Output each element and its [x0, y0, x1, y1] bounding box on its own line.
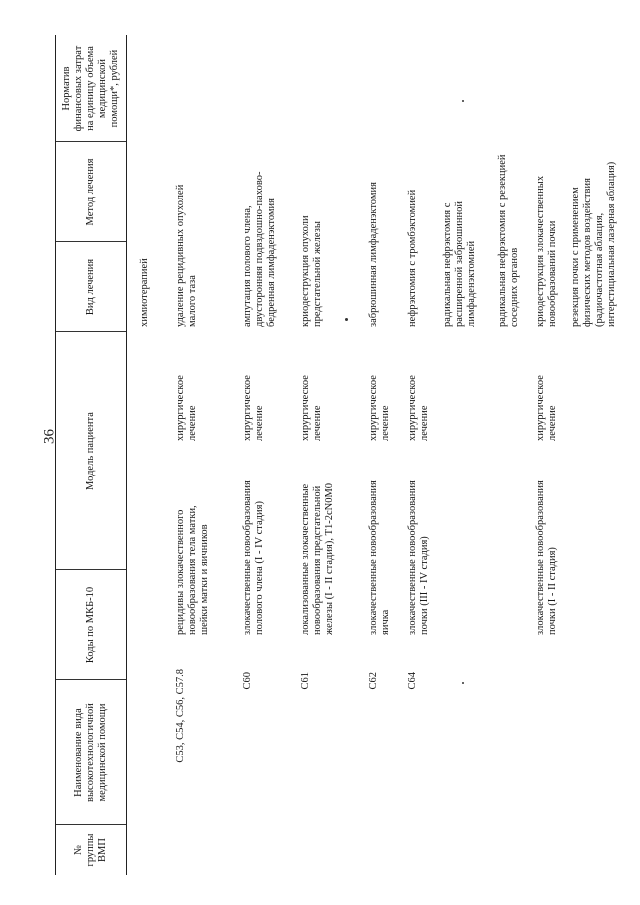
- row-patient-model: злокачественные новообразования яичка: [368, 480, 392, 635]
- row-treatment-type: хирургическое лечение: [535, 375, 559, 441]
- row-method: ампутация полового члена, двусторонняя подвздошно-пахово- бедренная лимфаденэктомия: [242, 171, 278, 327]
- page-number: 36: [41, 429, 58, 444]
- header-group-no: № группы ВМП: [72, 833, 109, 867]
- row-method: резекция почки с применением физических методов воздействия (радиочастотная аблация, интерстициальная лазерная аблация): [570, 161, 618, 327]
- header-codes: Коды по МКБ-10: [84, 586, 96, 664]
- row-patient-model: злокачественные новообразования полового члена (I - IV стадия): [242, 480, 266, 635]
- row-method: радикальная нефрэктомия с расширенной забрюшинной лимфаденэктомией: [442, 201, 478, 327]
- header-treatment-type: Вид лечения: [84, 258, 96, 316]
- row-patient-model: злокачественные новообразования почки (III - IV стадия): [407, 480, 431, 635]
- row-treatment-type: хирургическое лечение: [368, 375, 392, 441]
- row-codes: C62: [368, 672, 379, 690]
- header-norm: Норматив финансовых затрат на единицу объема медицинской помощи*, рублей: [60, 45, 121, 132]
- row-patient-model: злокачественные новообразования почки (I - II стадия): [535, 480, 559, 635]
- table-header: [55, 35, 127, 875]
- rotated-table: [55, 35, 618, 875]
- header-method: Метод лечения: [84, 158, 96, 226]
- row-method: криодеструкция злокачественных новообразований почки: [535, 175, 559, 327]
- row-method: радикальная нефрэктомия с резекцией соседних органов: [497, 154, 521, 327]
- row-method: забрюшинная лимфаденэктомия: [368, 182, 379, 327]
- header-patient-model: Модель пациента: [84, 412, 96, 490]
- row-codes: C61: [300, 672, 311, 690]
- row-treatment-type: хирургическое лечение: [300, 375, 324, 441]
- row-method: удаление рецидивных опухолей малого таза: [175, 184, 199, 327]
- row-codes: C60: [242, 672, 253, 690]
- row-treatment-type: хирургическое лечение: [242, 375, 266, 441]
- row-treatment-type: хирургическое лечение: [175, 375, 199, 441]
- row-treatment-type: хирургическое лечение: [407, 375, 431, 441]
- row-method: криодеструкция опухоли предстательной железы: [300, 215, 324, 327]
- row-method: нефрэктомия с тромбэктомией: [407, 189, 418, 327]
- header-name: Наименование вида высокотехнологичной медицинской помощи: [72, 703, 109, 802]
- row-codes: C53, C54, C56, C57.8: [175, 669, 186, 763]
- row-patient-model: локализованные злокачественные новообразования предстательной железы (I - II стадия), T1-2cN0M0: [300, 482, 336, 635]
- method-continuation: химиотерапией: [139, 258, 150, 327]
- row-codes: C64: [407, 672, 418, 690]
- row-patient-model: рецидивы злокачественного новообразования тела матки, шейки матки и яичников: [175, 505, 211, 635]
